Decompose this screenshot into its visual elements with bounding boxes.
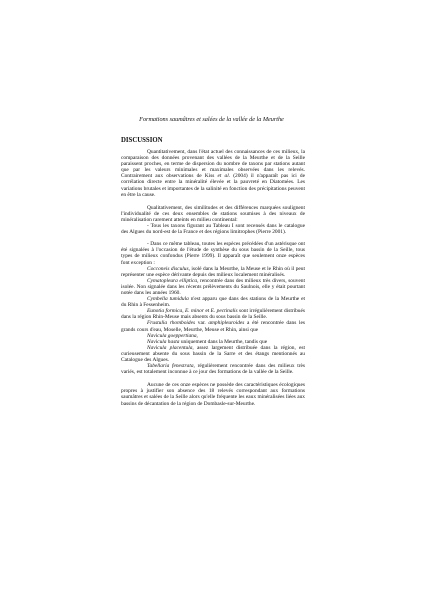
- section-heading: DISCUSSION: [121, 137, 163, 144]
- species-cocconeis: Cocconeis disculus, isolé dans la Meurthe, la Meuse et le Rhin où il peut représenter une espèce dérivante depuis des milieux localement minéralisés.: [121, 265, 305, 278]
- species-navicula-placentula: Navicula placentula, assez largement distribuée dans la région, est curieusement absente du sous bassin de la Sarre et des étangs mentionnés au Catalogue des Algues.: [121, 344, 305, 363]
- paragraph-conclusion: Aucune de ces onze espèces ne possède des caractéristiques écologiques propres à justifier son absence des 18 relevés correspondant aux formations saumâtres et salées de la Seille alors qu'elle fréquente les eaux minéralisées liées aux bassins de décantation de la région de Dombasle-sur-Meurthe.: [121, 382, 305, 407]
- running-header: Formations saumâtres et salées de la vallée de la Meurthe: [139, 116, 284, 123]
- paragraph-qualitative: Qualitativement, des similitudes et des différences marquées soulignent l'individualité de ces deux ensembles de stations soumises à des niveaux de minéralisation rarement atteints en milieu continental:: [121, 204, 305, 223]
- species-cymbella: Cymbella tumidula n'est apparu que dans des stations de la Meurthe et du Rhin à Fessenheim.: [121, 296, 305, 309]
- species-frustulia: Frustulia rhomboides var. amphipleuroides a été rencontrée dans les grands cours d'eau, Moselle, Meurthe, Meuse et Rhin, ainsi que: [121, 320, 305, 333]
- species-navicula-goeppertiana: Navicula goeppertiana,: [147, 332, 198, 339]
- species-navicula-hasta: Navicula hasta uniquement dans la Meurthe, tandis que: [147, 338, 268, 345]
- paragraph-taxa-table: - Tous les taxons figurant au Tableau I sont recensés dans le catalogue des Algues du nord-est de la France et des régions limitrophes (Pierre 2001).: [121, 223, 305, 236]
- paragraph-exceptions: - Dans ce même tableau, toutes les espèces précédées d'un astérisque ont été signalées à l'occasion de l'étude de synthèse du sous bassin de la Seille, tous types de milieux confondus (Pierre 1999). Il apparaît que seulement onze espèces font exception :: [121, 241, 305, 266]
- paragraph-quantitative: Quantitativement, dans l'état actuel des connaissances de ces milieux, la comparaison des données provenant des vallées de la Meurthe et de la Seille paraissent proches, en terme de dispersion du nombre de taxons par stations autant que par les valeurs minimales et maximales observées dans les relevés. Contrairement aux observations de Kiss et al. (2004) il n'apparaît pas ici de corrélation directe entre la minéralité élevée et la pauvreté en Diatomées. Les variations brutales et importantes de la salinité en fonction des précipitations peuvent en être la cause.: [121, 149, 305, 198]
- discussion-body: [121, 149, 305, 407]
- species-tabellaria: Tabellaria fenestrata, régulièrement rencontrée dans des milieux très variés, est totalement inconnue à ce jour des formations de la vallée de la Seille.: [121, 363, 305, 376]
- species-cymatopleura: Cymatopleura elliptica, rencontrée dans des milieux très divers, souvent isolée. Non signalée dans les récents prélèvements du Saulnois, elle y était pourtant notée dans les années 1960.: [121, 277, 305, 296]
- species-eunotia: Eunotia formica, E. minor et E. pectinalis sont irrégulièrement distribués dans la région Rhin-Meuse mais absents du sous bassin de la Seille.: [121, 308, 305, 321]
